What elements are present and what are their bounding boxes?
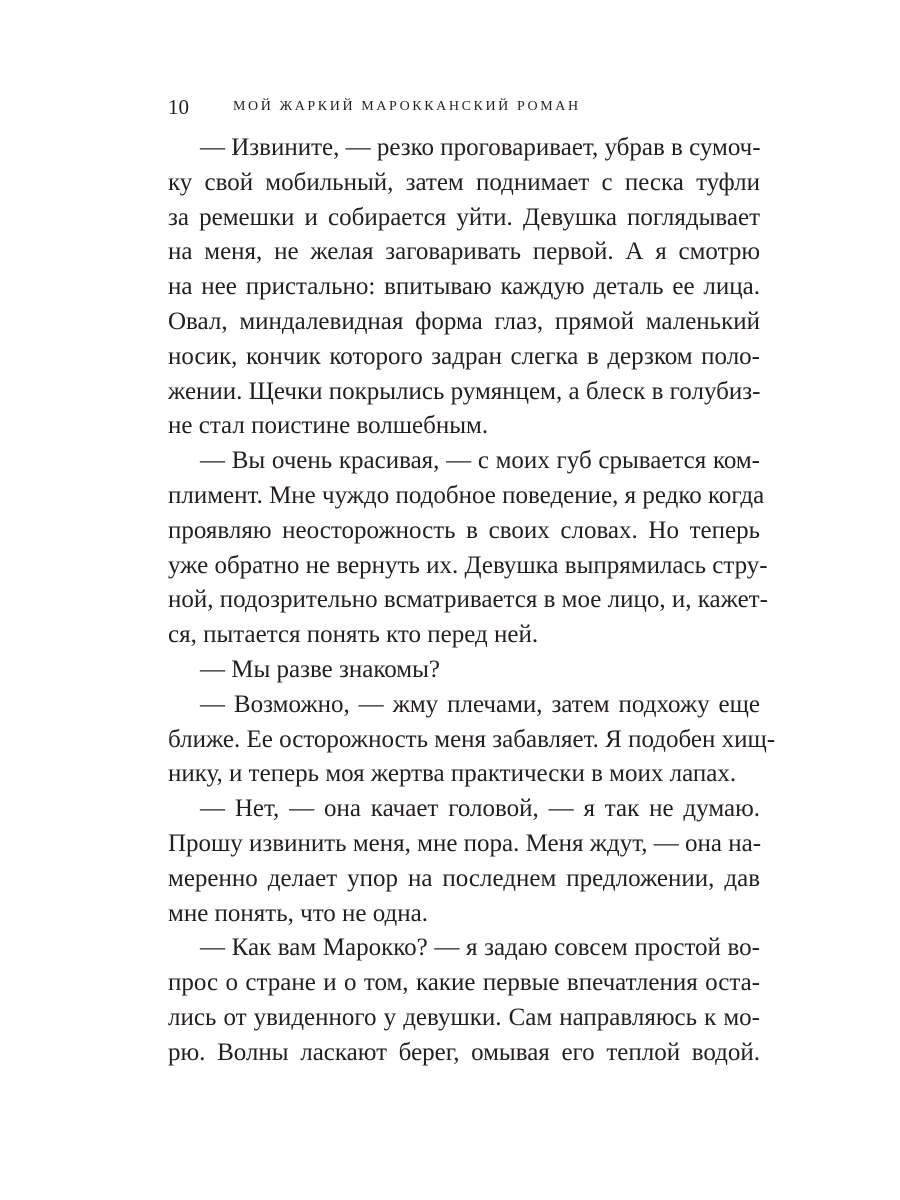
text-line: уже обратно не вернуть их. Девушка выпрямилась стру- (168, 551, 768, 579)
text-line: жении. Щечки покрылись румянцем, а блеск в голубиз- (168, 377, 761, 405)
text-line: на нее пристально: впитываю каждую деталь ее лица. (168, 273, 760, 301)
text-line: — Как вам Марокко? — я задаю совсем простой во- (200, 934, 760, 962)
text-line: за ремешки и собирается уйти. Девушка поглядывает (168, 203, 760, 231)
text-line: Прошу извинить меня, мне пора. Меня ждут, — она на- (168, 829, 762, 857)
text-line: на меня, не желая заговаривать первой. А я смотрю (168, 238, 760, 266)
text-line: нику, и теперь моя жертва практически в моих лапах. (168, 760, 737, 788)
body-text (168, 131, 776, 1071)
text-line: — Извините, — резко проговаривает, убрав в сумоч- (200, 134, 761, 161)
text-line: плимент. Мне чуждо подобное поведение, я редко когда (168, 481, 765, 509)
text-line: ной, подозрительно всматривается в мое лицо, и, кажет- (168, 586, 768, 614)
text-line: рю. Волны ласкают берег, омывая его теплой водой. (168, 1038, 760, 1066)
text-line: — Возможно, — жму плечами, затем подхожу еще (200, 690, 760, 718)
text-line: — Вы очень красивая, — с моих губ срывается ком- (200, 447, 760, 475)
page-header (168, 92, 762, 122)
text-line: носик, кончик которого задран слегка в дерзком поло- (168, 342, 760, 370)
text-line: — Нет, — она качает головой, — я так не думаю. (200, 795, 760, 823)
text-line: прос о стране и о том, какие первые впечатления оста- (168, 969, 760, 997)
text-line: меренно делает упор на последнем предложении, дав (168, 864, 760, 892)
text-line: ку свой мобильный, затем поднимает с песка туфли (168, 168, 760, 196)
text-line: Овал, миндалевидная форма глаз, прямой маленький (168, 307, 760, 335)
page-number: 10 (168, 95, 189, 119)
text-line: — Мы разве знакомы? (200, 655, 440, 683)
text-line: лись от увиденного у девушки. Сам направляюсь к мо- (168, 1003, 760, 1031)
text-line: проявляю неосторожность в своих словах. Но теперь (168, 516, 760, 544)
text-line: ближе. Ее осторожность меня забавляет. Я подобен хищ- (168, 725, 776, 753)
text-line: ся, пытается понять кто перед ней. (168, 621, 539, 649)
text-line: не стал поистине волшебным. (168, 412, 489, 440)
running-title: МОЙ ЖАРКИЙ МАРОККАНСКИЙ РОМАН (233, 99, 581, 114)
text-line: мне понять, что не одна. (168, 899, 428, 927)
